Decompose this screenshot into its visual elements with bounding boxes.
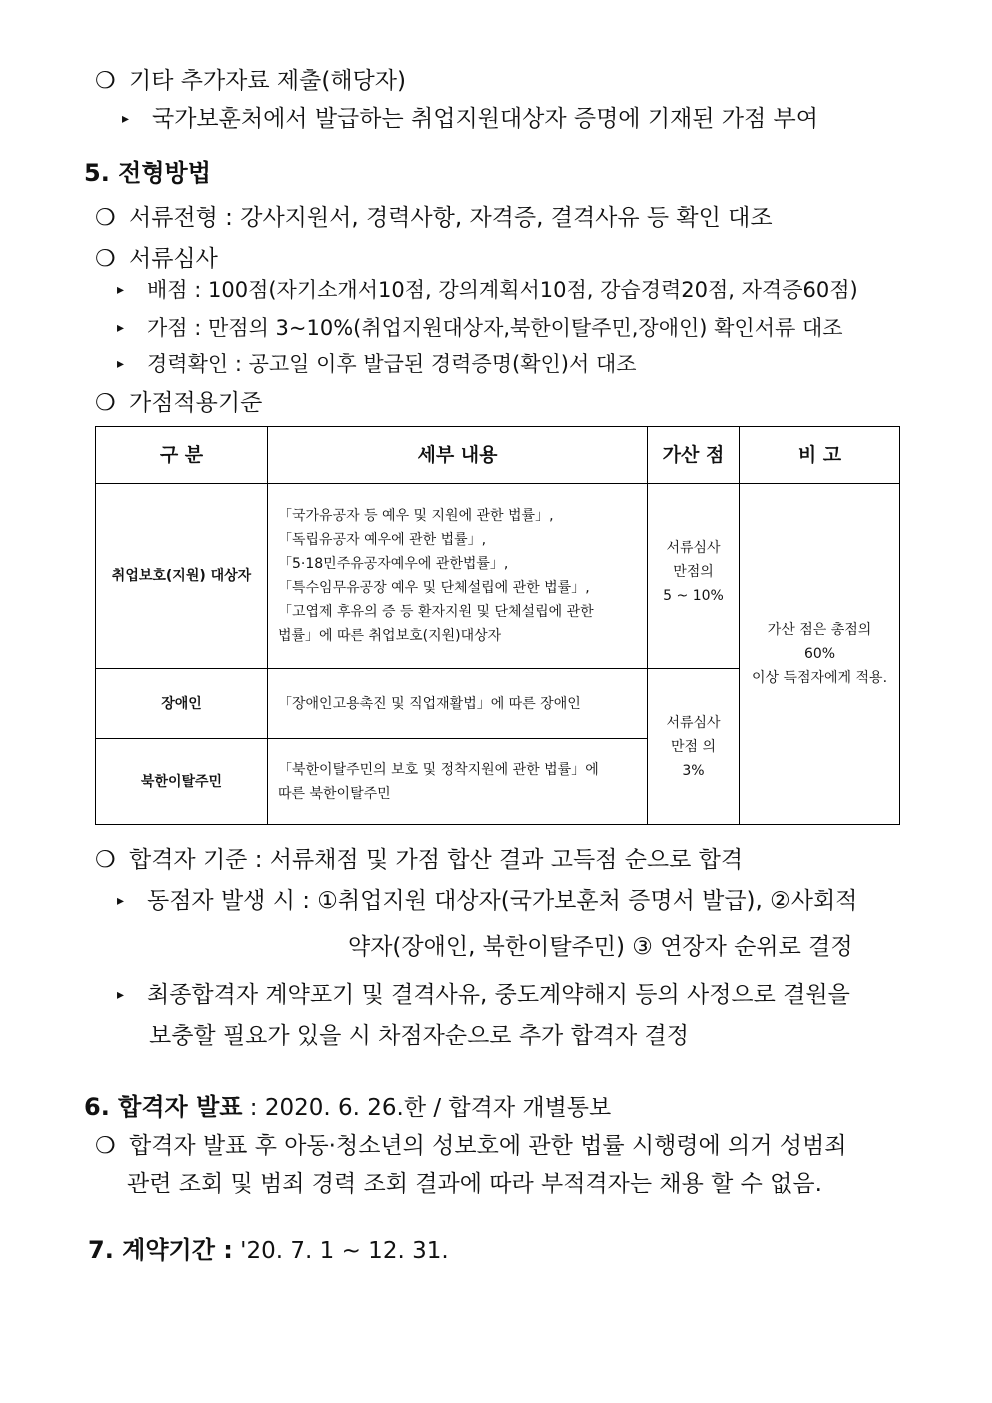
bonus-cell (648, 484, 740, 669)
triangle-bullet-icon: ▸ (117, 893, 125, 909)
header-bonus: 가산 점 (648, 427, 740, 484)
other-docs-text: 기타 추가자료 제출(해당자) (129, 68, 406, 94)
announcement-text-2: 관련 조회 및 범죄 경력 조회 결과에 따라 부적격자는 채용 할 수 없음. (127, 1171, 822, 1197)
detail-line: 「독립유공자 예우에 관한 법률」, (278, 532, 487, 548)
bonus-line: 만점 의 (670, 738, 717, 755)
category-cell: 취업보호(지원) 대상자 (96, 484, 268, 669)
header-details: 세부 내용 (268, 427, 648, 484)
triangle-bullet-icon: ▸ (117, 356, 125, 372)
tie-break-text-1: 동점자 발생 시 : ①취업지원 대상자(국가보훈처 증명서 발급), ②사회적 (147, 888, 858, 914)
section-5-heading (84, 158, 211, 189)
final-text-1: 최종합격자 계약포기 및 결격사유, 중도계약해지 등의 사정으로 결원을 (147, 982, 850, 1008)
final-text-2: 보충할 필요가 있을 시 차점자순으로 추가 합격자 결정 (149, 1023, 689, 1049)
bonus-line: 만점의 (673, 564, 714, 580)
detail-line: 「고엽제 후유의 증 등 환자지원 및 단체설립에 관한 (278, 604, 594, 620)
sub-line-final (117, 980, 850, 1010)
circle-bullet-icon: ❍ (95, 205, 116, 231)
tie-break-text-2: 약자(장애인, 북한이탈주민) ③ 연장자 순위로 결정 (348, 934, 853, 960)
sub-line-points (117, 275, 858, 305)
detail-line: 「특수임무유공장 예우 및 단체설립에 관한 법률」, (278, 580, 590, 596)
screening-text: 서류전형 : 강사지원서, 경력사항, 자격증, 결격사유 등 확인 대조 (129, 205, 773, 231)
bonus-line: 서류심사 (666, 540, 721, 556)
header-category: 구 분 (96, 427, 268, 484)
pass-criteria-text: 합격자 기준 : 서류채점 및 가점 합산 결과 고득점 순으로 합격 (129, 847, 744, 873)
detail-line: 따른 북한이탈주민 (278, 785, 391, 802)
triangle-bullet-icon: ▸ (117, 987, 125, 1003)
section-7-value: '20. 7. 1 ~ 12. 31. (232, 1238, 449, 1264)
sub-line-bonus (117, 313, 843, 343)
section-6-value: : 2020. 6. 26.한 / 합격자 개별통보 (242, 1095, 612, 1121)
circle-bullet-icon: ❍ (95, 1133, 116, 1159)
bonus-criteria-table (95, 426, 900, 825)
bonus-line: 서류심사 (666, 714, 721, 731)
note-line: 가산 점은 총점의 60% (767, 622, 872, 662)
bonus-text: 가점 : 만점의 3~10%(취업지원대상자,북한이탈주민,장애인) 확인서류 대조 (147, 316, 843, 340)
criteria-title: 가점적용기준 (129, 390, 263, 416)
detail-line: 「북한이탈주민의 보호 및 정착지원에 관한 법률」에 (278, 761, 599, 778)
detail-line: 「5·18민주유공자예우에 관한법률」, (278, 556, 509, 572)
career-text: 경력확인 : 공고일 이후 발급된 경력증명(확인)서 대조 (147, 352, 637, 376)
triangle-bullet-icon: ▸ (117, 320, 125, 336)
bullet-line-screening (95, 203, 773, 233)
sub-line-bonus-proof (122, 104, 818, 134)
sub-line-tie-break (117, 886, 857, 916)
note-line: 이상 득점자에게 적용. (751, 670, 888, 686)
details-cell (268, 484, 648, 669)
bullet-line-criteria (95, 388, 262, 418)
table-header-row (96, 427, 900, 484)
section-6-title: 6. 합격자 발표 (84, 1093, 243, 1121)
sub-line-career (117, 349, 637, 379)
note-cell (740, 484, 900, 825)
detail-line: 「국가유공자 등 예우 및 지원에 관한 법률」, (278, 508, 554, 524)
header-note: 비 고 (740, 427, 900, 484)
category-cell: 장애인 (96, 669, 268, 739)
bonus-line: 5 ~ 10% (663, 588, 724, 604)
bonus-line: 3% (682, 762, 705, 779)
circle-bullet-icon: ❍ (95, 847, 116, 873)
detail-line: 「장애인고용촉진 및 직업재활법」에 따른 장애인 (278, 695, 581, 712)
circle-bullet-icon: ❍ (95, 390, 116, 416)
bullet-line-review (95, 244, 218, 274)
announcement-text-1: 합격자 발표 후 아동·청소년의 성보호에 관한 법률 시행령에 의거 성범죄 (129, 1133, 847, 1159)
category-cell: 북한이탈주민 (96, 739, 268, 825)
circle-bullet-icon: ❍ (95, 246, 116, 272)
section-7-title: 7. 계약기간 : (88, 1236, 233, 1264)
section-5-title: 5. 전형방법 (84, 159, 211, 187)
bullet-line-other-docs (95, 66, 406, 96)
bonus-cell-shared (648, 669, 740, 825)
section-6-heading (84, 1092, 611, 1123)
circle-bullet-icon: ❍ (95, 68, 116, 94)
section-7-heading (88, 1235, 449, 1266)
details-cell (268, 739, 648, 825)
triangle-bullet-icon: ▸ (117, 282, 125, 298)
detail-line: 법률」에 따른 취업보호(지원)대상자 (278, 628, 502, 644)
table-row (96, 484, 900, 669)
bonus-proof-text: 국가보훈처에서 발급하는 취업지원대상자 증명에 기재된 가점 부여 (152, 106, 818, 132)
review-text: 서류심사 (129, 246, 218, 272)
triangle-bullet-icon: ▸ (122, 111, 130, 127)
points-text: 배점 : 100점(자기소개서10점, 강의계획서10점, 강습경력20점, 자격증60점) (147, 278, 858, 302)
bullet-line-pass-criteria (95, 845, 743, 875)
details-cell (268, 669, 648, 739)
bullet-line-announcement (95, 1131, 846, 1161)
